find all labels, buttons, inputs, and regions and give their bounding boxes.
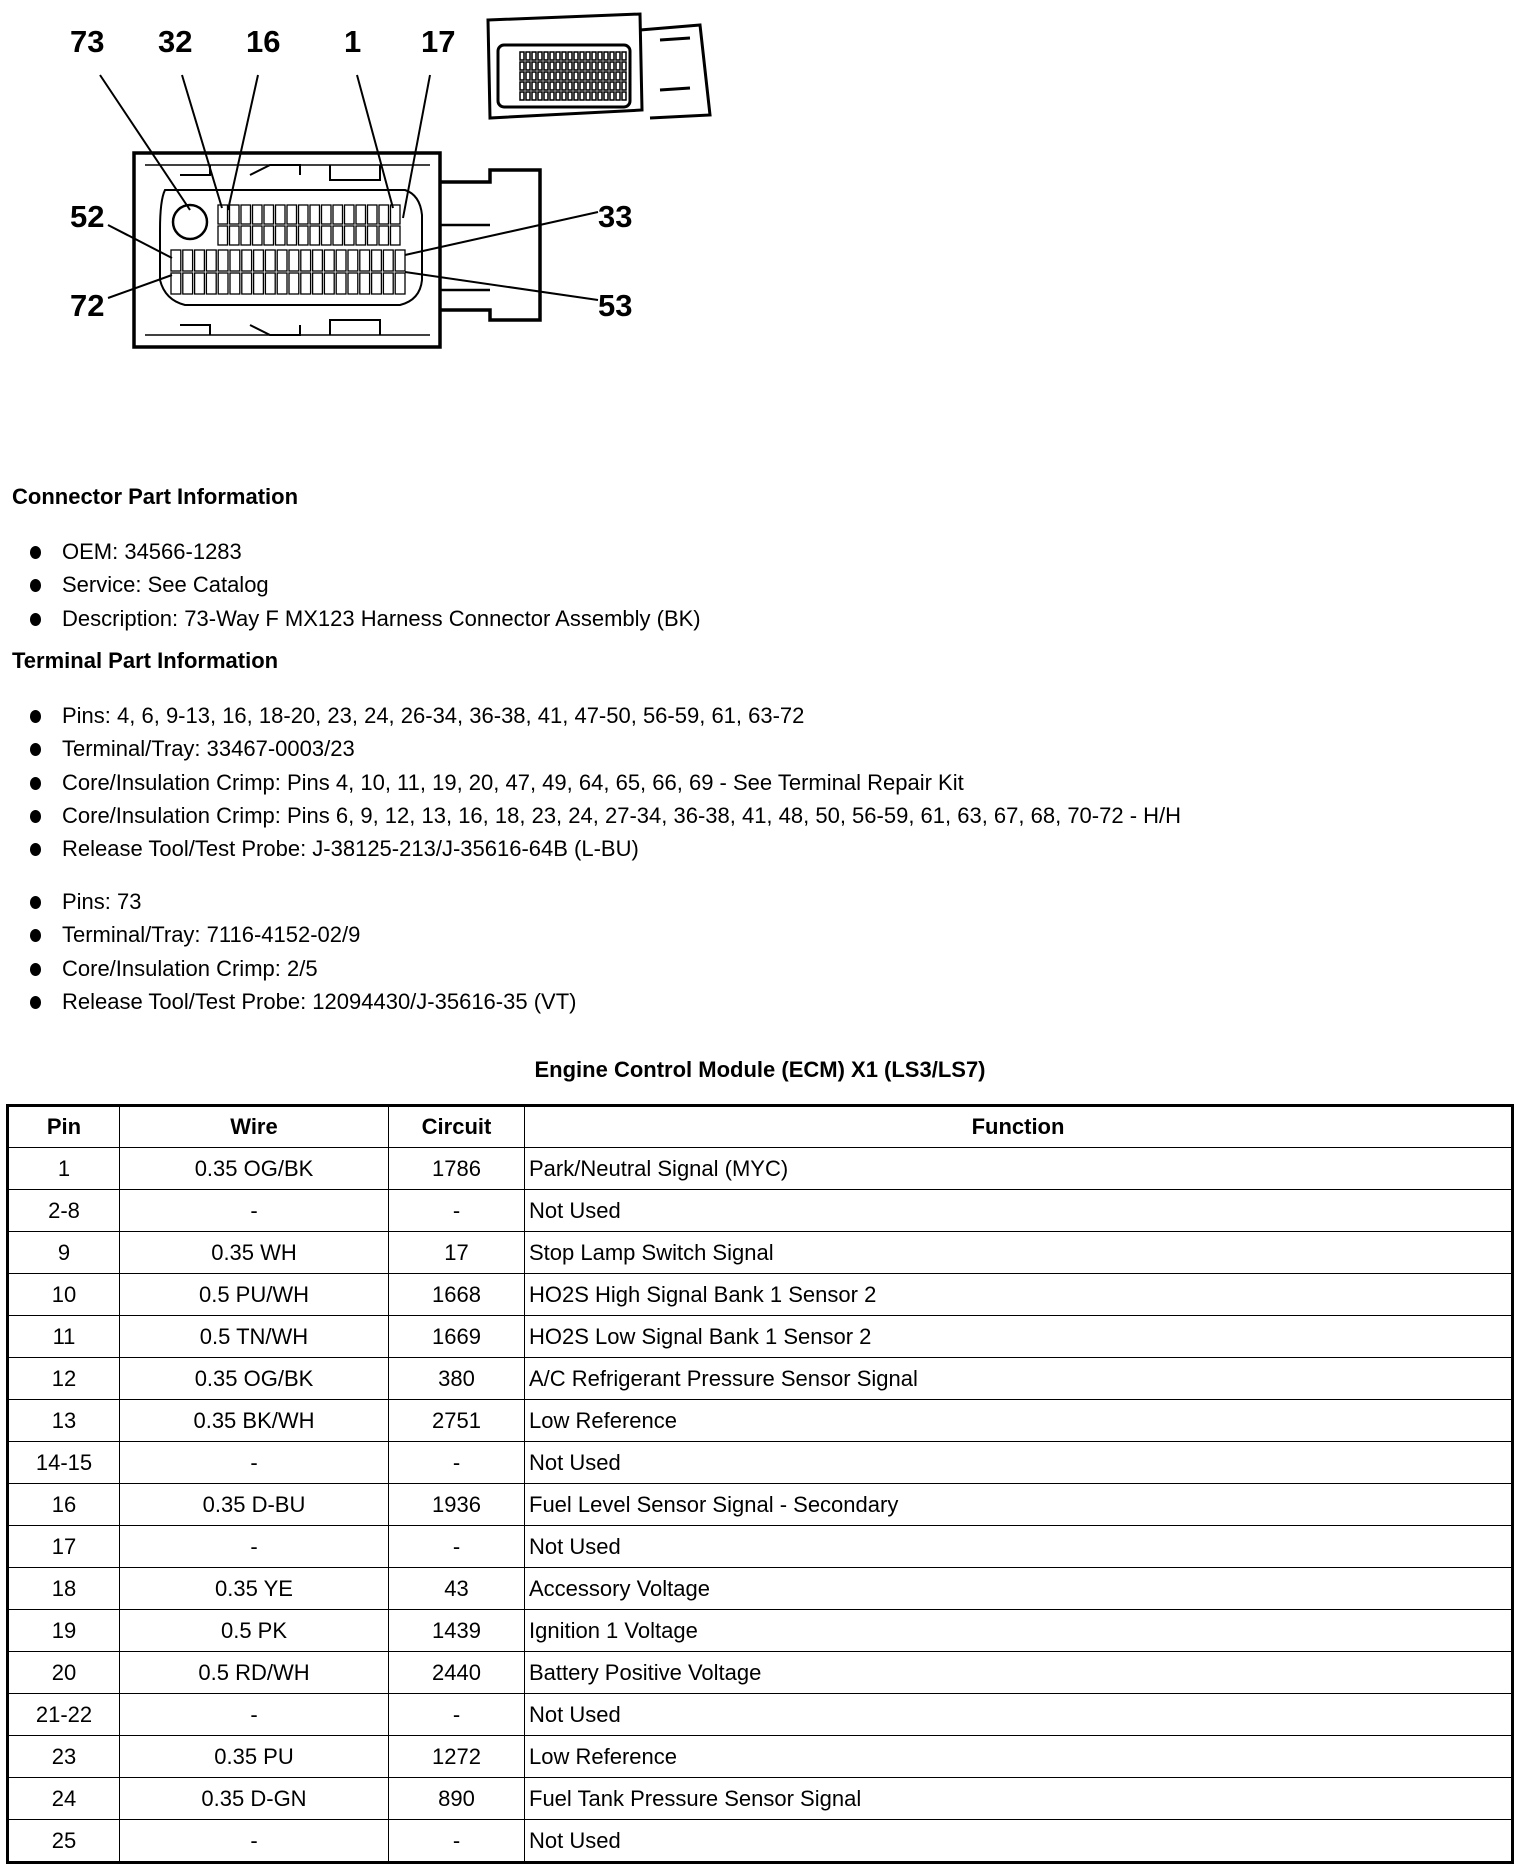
connector-pin-cavity <box>562 52 566 60</box>
connector-pin-cavity <box>254 250 264 271</box>
connector-pin-cavity <box>622 72 626 80</box>
cell-pin: 10 <box>8 1274 120 1316</box>
connector-pin-cavity <box>532 52 536 60</box>
connector-pin-cavity <box>218 250 228 271</box>
table-row <box>8 1232 1513 1274</box>
cell-circuit: 380 <box>389 1358 525 1400</box>
connector-pin-cavity <box>264 205 274 224</box>
cell-circuit: 1439 <box>389 1610 525 1652</box>
cell-wire: 0.5 PU/WH <box>120 1274 389 1316</box>
connector-pin-cavity <box>550 92 554 100</box>
connector-pin-cavity <box>301 273 311 294</box>
callout-pin-72: 72 <box>70 288 105 323</box>
connector-iso-view <box>488 14 710 118</box>
connector-pin-cavity <box>550 72 554 80</box>
cell-circuit: 43 <box>389 1568 525 1610</box>
connector-pin-cavity <box>586 92 590 100</box>
list-item: OEM: 34566-1283 <box>28 535 701 568</box>
cell-pin: 11 <box>8 1316 120 1358</box>
cell-circuit: 1668 <box>389 1274 525 1316</box>
column-header-function: Function <box>525 1106 1513 1148</box>
connector-face-view <box>134 153 540 347</box>
table-row <box>8 1148 1513 1190</box>
connector-pin-cavity <box>218 205 228 224</box>
connector-pin-cavity <box>574 62 578 70</box>
cell-wire: 0.35 WH <box>120 1232 389 1274</box>
connector-pin-cavity <box>368 226 378 245</box>
table-row <box>8 1316 1513 1358</box>
cell-circuit: - <box>389 1190 525 1232</box>
table-row <box>8 1694 1513 1736</box>
cell-function: Battery Positive Voltage <box>525 1652 1513 1694</box>
connector-pin-cavity <box>276 226 286 245</box>
column-header-wire: Wire <box>120 1106 389 1148</box>
connector-pin-cavity <box>592 62 596 70</box>
table-row <box>8 1274 1513 1316</box>
connector-pin-cavity <box>333 226 343 245</box>
connector-pin-cavity <box>598 62 602 70</box>
connector-pin-cavity <box>395 273 405 294</box>
connector-pin-cavity <box>253 226 263 245</box>
table-row <box>8 1526 1513 1568</box>
connector-pin-cavity <box>287 205 297 224</box>
connector-pin-cavity <box>313 273 323 294</box>
cell-function: Fuel Level Sensor Signal - Secondary <box>525 1484 1513 1526</box>
connector-pin-cavity <box>299 205 309 224</box>
connector-pin-cavity <box>610 82 614 90</box>
table-row <box>8 1484 1513 1526</box>
connector-pin-cavity <box>538 62 542 70</box>
connector-pin-cavity <box>195 273 205 294</box>
connector-pin-cavity <box>171 273 181 294</box>
connector-pin-cavity <box>544 52 548 60</box>
connector-pin-cavity <box>391 226 401 245</box>
cell-circuit: - <box>389 1526 525 1568</box>
cell-function: Not Used <box>525 1442 1513 1484</box>
connector-pin-cavity <box>242 273 252 294</box>
cell-pin: 24 <box>8 1778 120 1820</box>
cell-wire: - <box>120 1442 389 1484</box>
cell-wire: 0.35 OG/BK <box>120 1358 389 1400</box>
connector-pin-cavity <box>230 250 240 271</box>
list-item: Terminal/Tray: 7116-4152-02/9 <box>28 918 576 951</box>
cell-pin: 16 <box>8 1484 120 1526</box>
callout-leader-lines <box>100 75 598 300</box>
cell-circuit: 2440 <box>389 1652 525 1694</box>
list-item: Terminal/Tray: 33467-0003/23 <box>28 732 1181 765</box>
connector-pin-cavity <box>383 250 393 271</box>
connector-pin-cavity <box>310 205 320 224</box>
connector-pin-cavity <box>277 273 287 294</box>
connector-pin-cavity <box>538 72 542 80</box>
connector-pin-cavity <box>586 52 590 60</box>
connector-pin-cavity <box>598 52 602 60</box>
connector-pin-cavity <box>218 273 228 294</box>
terminal-info-heading: Terminal Part Information <box>12 648 279 673</box>
connector-pin-cavity <box>616 52 620 60</box>
table-row <box>8 1820 1513 1863</box>
cell-circuit: 17 <box>389 1232 525 1274</box>
cell-pin: 20 <box>8 1652 120 1694</box>
list-item: Core/Insulation Crimp: Pins 6, 9, 12, 13, 16, 18, 23, 24, 27-34, 36-38, 41, 48, 50, 56-59, 61, 63, 67, 68, 70-72 - H/H <box>28 799 1181 832</box>
connector-pin-cavity <box>206 250 216 271</box>
connector-pin-cavity <box>532 62 536 70</box>
cell-wire: 0.35 D-GN <box>120 1778 389 1820</box>
cell-circuit: 1669 <box>389 1316 525 1358</box>
connector-pin-cavity <box>616 92 620 100</box>
terminal-info-list-2 <box>28 885 576 1018</box>
connector-pin-cavity <box>277 250 287 271</box>
connector-pin-cavity <box>556 62 560 70</box>
cell-pin: 23 <box>8 1736 120 1778</box>
connector-pin-cavity <box>348 250 358 271</box>
callout-pin-73: 73 <box>70 24 105 59</box>
list-item: Release Tool/Test Probe: J-38125-213/J-35616-64B (L-BU) <box>28 832 1181 865</box>
callout-pin-32: 32 <box>158 24 193 59</box>
cell-circuit: 2751 <box>389 1400 525 1442</box>
connector-pin-cavity <box>592 82 596 90</box>
connector-pin-cavity <box>526 62 530 70</box>
connector-pin-cavity <box>526 72 530 80</box>
connector-pin-cavity <box>183 273 193 294</box>
connector-pin-cavity <box>230 205 240 224</box>
cell-function: Stop Lamp Switch Signal <box>525 1232 1513 1274</box>
callout-pin-17: 17 <box>421 24 456 59</box>
connector-pin-cavity <box>622 52 626 60</box>
cell-circuit: 1272 <box>389 1736 525 1778</box>
connector-pin-cavity <box>520 52 524 60</box>
cell-pin: 21-22 <box>8 1694 120 1736</box>
cell-pin: 19 <box>8 1610 120 1652</box>
connector-pin-cavity <box>360 273 370 294</box>
connector-pin-cavity <box>368 205 378 224</box>
connector-pin-cavity <box>265 250 275 271</box>
cell-pin: 12 <box>8 1358 120 1400</box>
cell-wire: 0.5 PK <box>120 1610 389 1652</box>
callout-pin-16: 16 <box>246 24 281 59</box>
connector-diagram <box>0 0 760 360</box>
cell-pin: 17 <box>8 1526 120 1568</box>
cell-wire: 0.35 OG/BK <box>120 1148 389 1190</box>
connector-pin-cavity <box>520 92 524 100</box>
connector-pin-cavity <box>556 92 560 100</box>
connector-pin-cavity <box>610 52 614 60</box>
connector-pin-cavity <box>183 250 193 271</box>
cell-wire: 0.35 BK/WH <box>120 1400 389 1442</box>
connector-pin-cavity <box>580 82 584 90</box>
connector-info-list <box>28 535 701 635</box>
cell-pin: 14-15 <box>8 1442 120 1484</box>
table-row <box>8 1568 1513 1610</box>
connector-pin-cavity <box>622 82 626 90</box>
cell-circuit: - <box>389 1820 525 1863</box>
connector-pin-cavity <box>230 226 240 245</box>
connector-pin-cavity <box>568 92 572 100</box>
column-header-pin: Pin <box>8 1106 120 1148</box>
connector-pin-cavity <box>622 92 626 100</box>
pinout-table <box>6 1104 1514 1864</box>
connector-pin-cavity <box>254 273 264 294</box>
cell-pin: 13 <box>8 1400 120 1442</box>
cell-wire: 0.35 PU <box>120 1736 389 1778</box>
connector-pin-cavity <box>520 62 524 70</box>
cell-wire: 0.35 D-BU <box>120 1484 389 1526</box>
table-row <box>8 1400 1513 1442</box>
connector-pin-cavity <box>592 72 596 80</box>
connector-pin-cavity <box>395 250 405 271</box>
terminal-info-list-1 <box>28 699 1181 865</box>
connector-pin-cavity <box>324 250 334 271</box>
list-item: Pins: 4, 6, 9-13, 16, 18-20, 23, 24, 26-34, 36-38, 41, 47-50, 56-59, 61, 63-72 <box>28 699 1181 732</box>
connector-pin-cavity <box>562 72 566 80</box>
connector-pin-cavity <box>574 92 578 100</box>
connector-pin-cavity <box>598 82 602 90</box>
connector-pin-cavity <box>372 250 382 271</box>
cell-function: Not Used <box>525 1694 1513 1736</box>
connector-pin-cavity <box>336 273 346 294</box>
connector-pin-cavity <box>616 62 620 70</box>
connector-pin-cavity <box>206 273 216 294</box>
connector-pin-cavity <box>544 82 548 90</box>
connector-pin-cavity <box>604 62 608 70</box>
connector-pin-cavity <box>580 52 584 60</box>
connector-pin-cavity <box>580 62 584 70</box>
connector-pin-cavity <box>301 250 311 271</box>
connector-pin-cavity <box>592 92 596 100</box>
table-row <box>8 1652 1513 1694</box>
cell-wire: - <box>120 1526 389 1568</box>
callout-pin-1: 1 <box>344 24 362 59</box>
cell-wire: - <box>120 1820 389 1863</box>
connector-pin-cavity <box>322 226 332 245</box>
connector-pin-cavity <box>550 62 554 70</box>
connector-pin-cavity <box>218 226 228 245</box>
cell-function: Ignition 1 Voltage <box>525 1610 1513 1652</box>
table-row <box>8 1736 1513 1778</box>
connector-pin-cavity <box>580 92 584 100</box>
connector-pin-cavity <box>550 82 554 90</box>
cell-circuit: 1936 <box>389 1484 525 1526</box>
connector-pin-cavity <box>265 273 275 294</box>
cell-function: Not Used <box>525 1820 1513 1863</box>
connector-pin-cavity <box>544 72 548 80</box>
connector-pin-cavity <box>544 62 548 70</box>
connector-pin-cavity <box>520 72 524 80</box>
cell-function: Not Used <box>525 1190 1513 1232</box>
connector-pin-cavity <box>313 250 323 271</box>
cell-wire: - <box>120 1694 389 1736</box>
cell-wire: - <box>120 1190 389 1232</box>
connector-pin-cavity <box>574 52 578 60</box>
list-item: Core/Insulation Crimp: 2/5 <box>28 952 576 985</box>
callout-pin-52: 52 <box>70 199 105 234</box>
cell-circuit: - <box>389 1442 525 1484</box>
cell-wire: 0.5 RD/WH <box>120 1652 389 1694</box>
connector-pin-cavity <box>322 205 332 224</box>
connector-pin-cavity <box>574 72 578 80</box>
connector-pin-cavity <box>345 226 355 245</box>
connector-pin-cavity <box>289 250 299 271</box>
connector-pin-cavity <box>568 72 572 80</box>
connector-pin-cavity <box>526 82 530 90</box>
connector-pin-cavity <box>532 82 536 90</box>
cell-circuit: - <box>389 1694 525 1736</box>
connector-pin-cavity <box>289 273 299 294</box>
table-row <box>8 1610 1513 1652</box>
connector-pin-cavity <box>592 52 596 60</box>
connector-pin-cavity <box>604 52 608 60</box>
table-row <box>8 1778 1513 1820</box>
connector-pin-cavity <box>610 72 614 80</box>
connector-pin-cavity <box>299 226 309 245</box>
connector-pin-cavity <box>383 273 393 294</box>
connector-pin-cavity <box>379 226 389 245</box>
connector-pin-cavity <box>356 226 366 245</box>
cell-function: Park/Neutral Signal (MYC) <box>525 1148 1513 1190</box>
cell-circuit: 1786 <box>389 1148 525 1190</box>
connector-pin-cavity <box>604 82 608 90</box>
connector-pin-cavity <box>372 273 382 294</box>
connector-info-heading: Connector Part Information <box>12 484 299 509</box>
list-item: Core/Insulation Crimp: Pins 4, 10, 11, 19, 20, 47, 49, 64, 65, 66, 69 - See Terminal Repair Kit <box>28 766 1181 799</box>
callout-pin-53: 53 <box>598 288 633 323</box>
connector-pin-cavity <box>616 72 620 80</box>
connector-pin-cavity <box>538 52 542 60</box>
connector-pin-cavity <box>526 92 530 100</box>
connector-pin-cavity <box>241 205 251 224</box>
connector-pin-cavity <box>538 92 542 100</box>
connector-pin-cavity <box>333 205 343 224</box>
list-item: Description: 73-Way F MX123 Harness Connector Assembly (BK) <box>28 602 701 635</box>
cell-pin: 9 <box>8 1232 120 1274</box>
connector-pin-cavity <box>520 82 524 90</box>
connector-pin-cavity <box>324 273 334 294</box>
connector-pin-cavity <box>622 62 626 70</box>
callout-pin-33: 33 <box>598 199 633 234</box>
connector-pin-cavity <box>242 250 252 271</box>
connector-pin-cavity <box>568 82 572 90</box>
table-row <box>8 1190 1513 1232</box>
connector-pin-cavity <box>360 250 370 271</box>
connector-pin-cavity <box>526 52 530 60</box>
connector-pin-cavity <box>568 52 572 60</box>
connector-pin-cavity <box>550 52 554 60</box>
connector-pin-cavity <box>538 82 542 90</box>
connector-pin-cavity <box>241 226 251 245</box>
column-header-circuit: Circuit <box>389 1106 525 1148</box>
connector-pin-cavity <box>610 92 614 100</box>
cell-function: Not Used <box>525 1526 1513 1568</box>
connector-pin-cavity <box>616 82 620 90</box>
table-row <box>8 1442 1513 1484</box>
table-title: Engine Control Module (ECM) X1 (LS3/LS7) <box>534 1057 986 1082</box>
cell-pin: 1 <box>8 1148 120 1190</box>
connector-pin-cavity <box>556 72 560 80</box>
cell-function: Low Reference <box>525 1736 1513 1778</box>
connector-pin-cavity <box>604 72 608 80</box>
cell-circuit: 890 <box>389 1778 525 1820</box>
cell-function: HO2S High Signal Bank 1 Sensor 2 <box>525 1274 1513 1316</box>
connector-pin-cavity <box>336 250 346 271</box>
list-item: Release Tool/Test Probe: 12094430/J-35616-35 (VT) <box>28 985 576 1018</box>
table-header-row <box>8 1106 1513 1148</box>
connector-pin-cavity <box>586 82 590 90</box>
connector-pin-cavity <box>586 62 590 70</box>
cell-pin: 18 <box>8 1568 120 1610</box>
connector-pin-cavity <box>532 72 536 80</box>
connector-pin-cavity <box>556 52 560 60</box>
connector-pin-cavity <box>544 92 548 100</box>
cell-function: Low Reference <box>525 1400 1513 1442</box>
cell-function: Accessory Voltage <box>525 1568 1513 1610</box>
connector-pin-cavity <box>532 92 536 100</box>
list-item: Service: See Catalog <box>28 568 701 601</box>
connector-pin-cavity <box>348 273 358 294</box>
connector-pin-cavity <box>598 72 602 80</box>
cell-pin: 2-8 <box>8 1190 120 1232</box>
table-row <box>8 1358 1513 1400</box>
connector-pin-cavity <box>287 226 297 245</box>
cell-wire: 0.5 TN/WH <box>120 1316 389 1358</box>
connector-pin-cavity <box>604 92 608 100</box>
connector-pin-cavity <box>556 82 560 90</box>
connector-pin-cavity <box>574 82 578 90</box>
connector-pin-cavity <box>562 92 566 100</box>
connector-pin-cavity <box>171 250 181 271</box>
connector-pin-cavity <box>230 273 240 294</box>
connector-pin-cavity <box>562 82 566 90</box>
connector-pin-cavity <box>345 205 355 224</box>
connector-pin-cavity <box>568 62 572 70</box>
connector-pin-cavity <box>276 205 286 224</box>
connector-pin-cavity <box>580 72 584 80</box>
connector-pin-cavity <box>253 205 263 224</box>
connector-pin-cavity <box>379 205 389 224</box>
list-item: Pins: 73 <box>28 885 576 918</box>
connector-pin-cavity <box>356 205 366 224</box>
connector-pin-cavity <box>586 72 590 80</box>
cell-function: Fuel Tank Pressure Sensor Signal <box>525 1778 1513 1820</box>
cell-wire: 0.35 YE <box>120 1568 389 1610</box>
connector-pin-cavity <box>310 226 320 245</box>
connector-pin-cavity <box>598 92 602 100</box>
cell-pin: 25 <box>8 1820 120 1863</box>
connector-pin-cavity <box>610 62 614 70</box>
connector-pin-cavity <box>264 226 274 245</box>
connector-pin-cavity <box>195 250 205 271</box>
connector-pin-cavity <box>562 62 566 70</box>
cell-function: A/C Refrigerant Pressure Sensor Signal <box>525 1358 1513 1400</box>
cell-function: HO2S Low Signal Bank 1 Sensor 2 <box>525 1316 1513 1358</box>
